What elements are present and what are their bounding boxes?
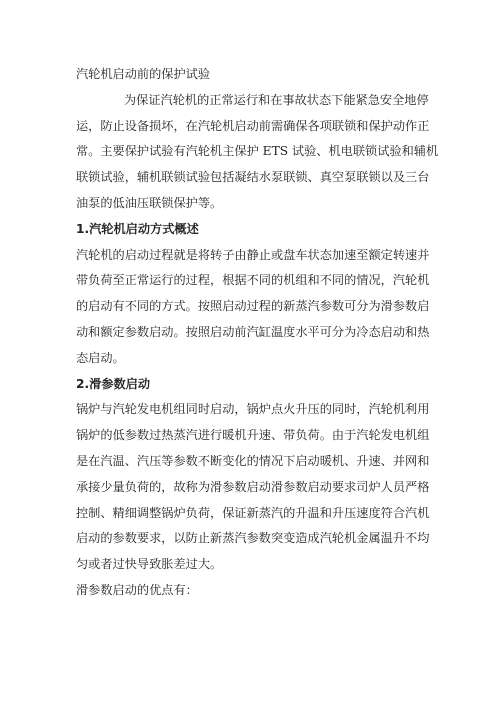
section2-line: 控制、精细调整锅炉负荷，保证新蒸汽的升温和升压速度符合汽机 <box>76 505 430 520</box>
section2-line: 启动的参数要求，以防止新蒸汽参数突变造成汽轮机金属温升不均 <box>76 531 430 546</box>
section2-line: 匀或者过快导致胀差过大。 <box>76 557 223 572</box>
section1-line: 态启动。 <box>76 350 125 365</box>
section2-line: 承接少量负荷的，故称为滑参数启动滑参数启动要求司炉人员严格 <box>76 479 430 494</box>
section2-line: 锅炉与汽轮发电机组同时启动，锅炉点火升压的同时，汽轮机利用 <box>76 402 430 417</box>
section1-heading: 1.汽轮机启动方式概述 <box>76 221 199 236</box>
intro-line: 常。主要保护试验有汽轮机主保护 ETS 试验、机电联锁试验和辅机 <box>76 144 439 159</box>
intro-line: 联锁试验，辅机联锁试验包括凝结水泵联锁、真空泵联锁以及三台 <box>76 170 430 185</box>
intro-line: 运，防止设备损坏，在汽轮机启动前需确保各项联锁和保护动作正 <box>76 118 430 133</box>
section1-line: 汽轮机的启动过程就是将转子由静止或盘车状态加速至额定转速并 <box>76 247 430 262</box>
section1-line: 动和额定参数启动。按照启动前汽缸温度水平可分为冷态启动和热 <box>76 324 430 339</box>
intro-line: 油泵的低油压联锁保护等。 <box>76 195 223 210</box>
section2-line: 锅炉的低参数过热蒸汽进行暖机升速、带负荷。由于汽轮发电机组 <box>76 428 430 443</box>
section2-line: 是在汽温、汽压等参数不断变化的情况下启动暖机、升速、并网和 <box>76 453 430 468</box>
document-title: 汽轮机启动前的保护试验 <box>76 67 211 81</box>
section2-heading: 2.滑参数启动 <box>76 376 151 391</box>
section2-paragraph <box>76 397 428 578</box>
section1-line: 带负荷至正常运行的过程，根据不同的机组和不同的情况，汽轮机 <box>76 273 430 288</box>
intro-line: 为保证汽轮机的正常运行和在事故状态下能紧急安全地停 <box>124 92 429 107</box>
document-page <box>76 62 439 604</box>
section1-paragraph <box>76 243 428 372</box>
advantages-label: 滑参数启动的优点有： <box>76 582 198 597</box>
intro-paragraph <box>76 88 439 217</box>
section1-line: 的启动有不同的方式。按照启动过程的新蒸汽参数可分为滑参数启 <box>76 299 430 314</box>
